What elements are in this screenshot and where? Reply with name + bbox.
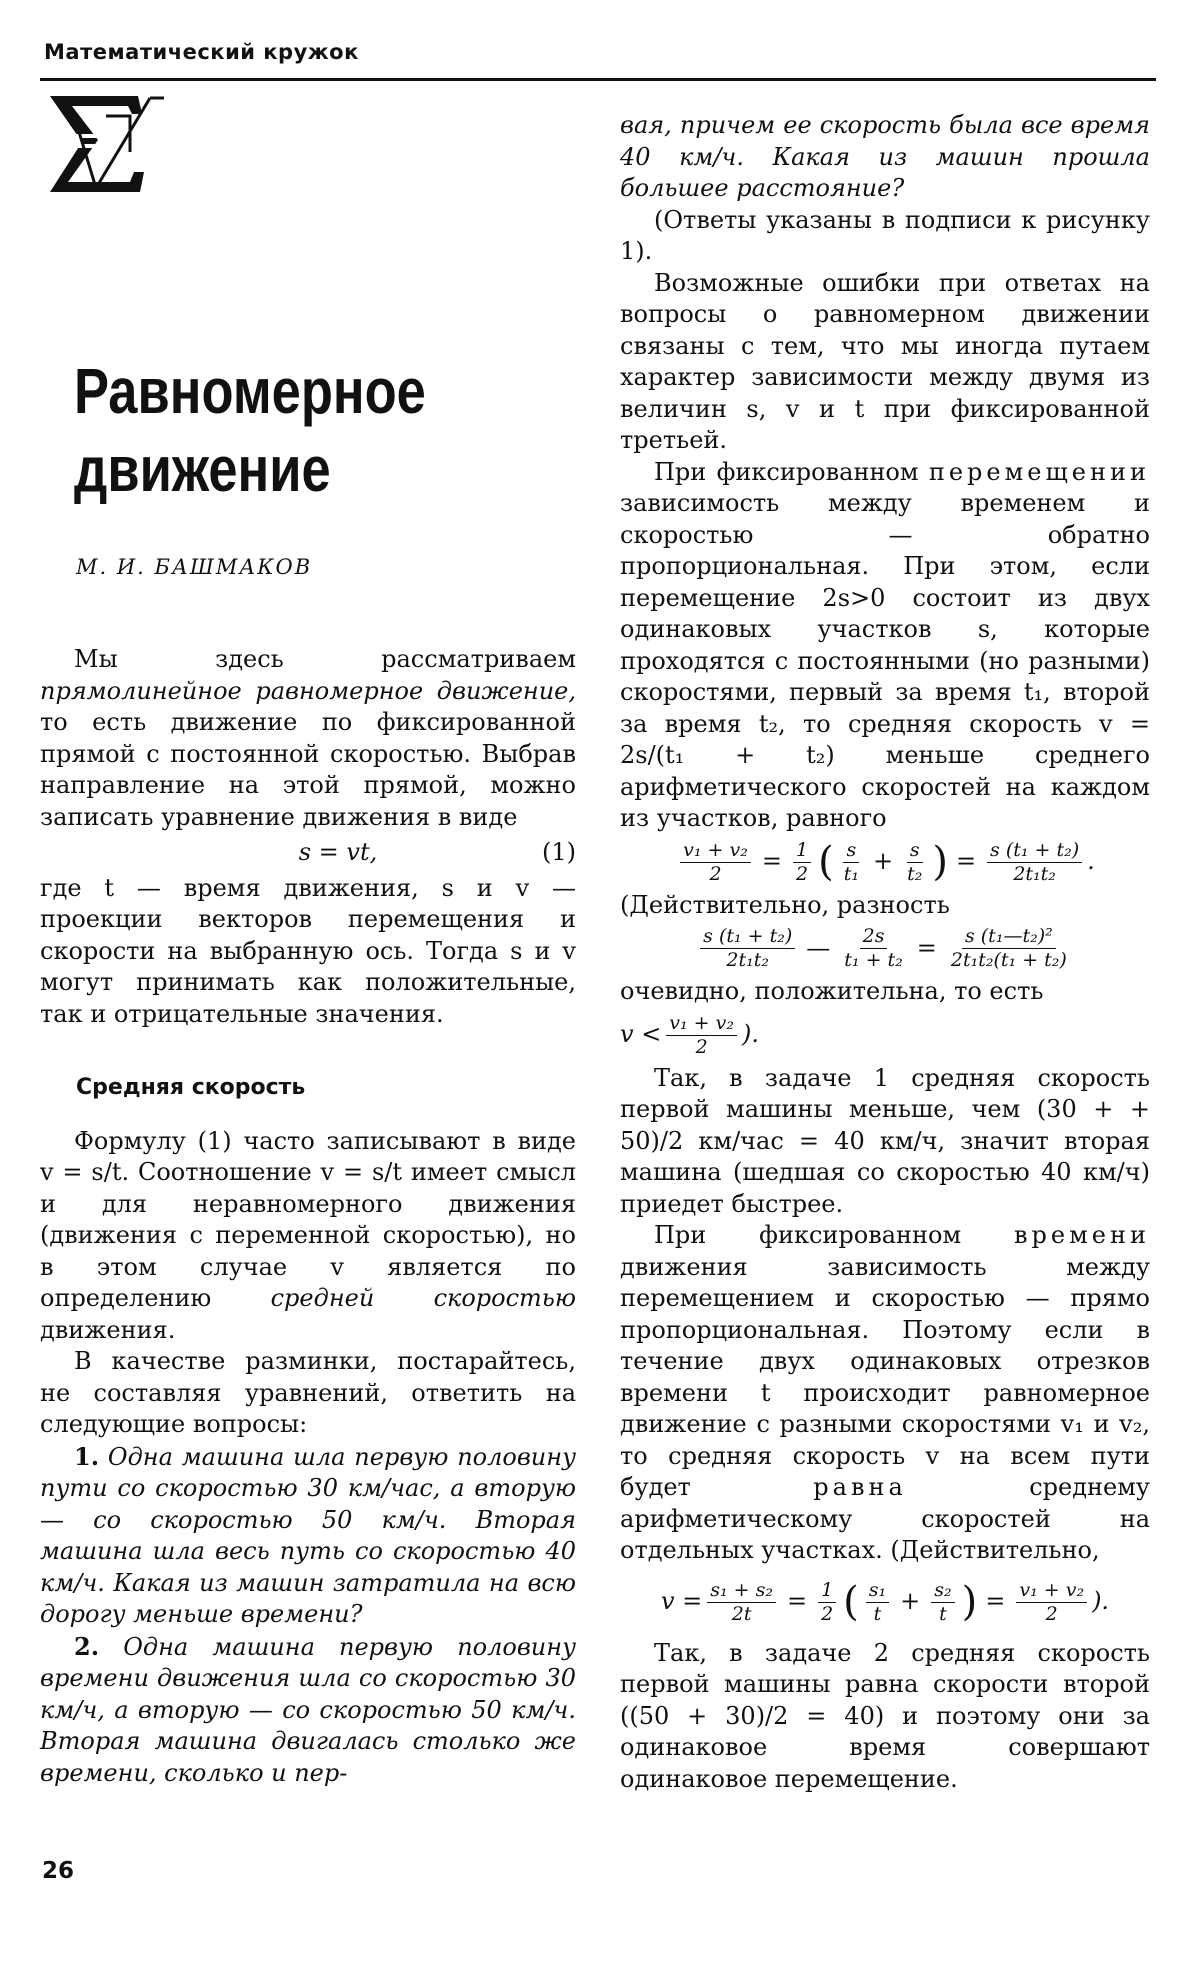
task-1-conclusion: Так, в задаче 1 средняя скорость первой машины меньше, чем (30 + + 50)/2 км/час = 40 км/ч, значит вторая машина (шедшая со скоростью 40 км/ч) приедет быстрее.: [620, 1063, 1150, 1218]
task-2-conclusion: Так, в задаче 2 средняя скорость первой машины равна скорости второй ((50 + 30)/2 = 40) и поэтому они за одинаковое время совершают одинаковое перемещение.: [620, 1638, 1150, 1793]
equation-number: (1): [542, 838, 576, 866]
page-number: 26: [42, 1858, 75, 1884]
difference-intro: (Действительно, разность: [620, 890, 950, 919]
question-1: 1. Одна машина шла первую половину пути со скоростью 30 км/час, а вторую — со скоростью 50 км/ч. Вторая машина шла весь путь со скоростью 40 км/ч. Какая из машин затратила на всю дорогу меньше времени?: [40, 1441, 576, 1628]
title-line-1: Равномерное: [74, 355, 426, 427]
warmup-paragraph: В качестве разминки, постарайтесь, не составляя уравнений, ответить на следующие вопросы:: [40, 1347, 576, 1438]
answers-note: (Ответы указаны в подписи к рисунку 1).: [620, 205, 1150, 265]
positive-statement: очевидно, положительна, то есть: [620, 977, 1044, 1005]
intro-paragraph: Мы здесь рассматриваем прямолинейное равномерное движение, то есть движение по фиксированной прямой с постоянной скоростью. Выбрав направление на этой прямой, можно записать уравнение движения в виде: [40, 645, 576, 831]
equation-3: $\frac{\text{s (t₁ + t₂)}}{\text{2t₁t₂}}$ — $\frac{2s}{\text{t₁ + t₂}}$ = $\frac{\text{s (t₁—t₂)²}}{\text{2t₁t₂(t₁ + t₂)}}$: [620, 925, 1150, 972]
header-rule: [40, 78, 1156, 81]
right-column: [620, 110, 1150, 1795]
sigma-logo-icon: [46, 92, 166, 202]
errors-paragraph: Возможные ошибки при ответах на вопросы о равномерном движении связаны с тем, что мы иногда путаем характер зависимости между двумя из величин s, v и t при фиксированной третьей.: [620, 268, 1150, 454]
equation-4: v < $\frac{\text{v₁ + v₂}}{2}$ ).: [620, 1011, 759, 1058]
left-column: [40, 644, 576, 1789]
fixed-time-paragraph: При фиксированном времени движения зависимость между перемещением и скоростью — прямо пропорциональная. Поэтому если в течение двух одинаковых отрезков времени t происходит равномерное движение с разными скоростями v₁ и v₂, то средняя скорость v на всем пути будет равна среднему арифметическому скоростей на отдельных участках. (Действительно,: [620, 1221, 1150, 1564]
equation-1: s = vt, (1): [100, 837, 576, 869]
fixed-displacement-paragraph: При фиксированном перемещении зависимость между временем и скоростью — обратно пропорциональная. При этом, если перемещение 2s>0 состоит из двух одинаковых участков s, которые проходятся с постоянными (но разными) скоростями, первый за время t₁, второй за время t₂, то средняя скорость v = 2s/(t₁ + t₂) меньше среднего арифметического скоростей на каждом из участков, равного: [620, 457, 1150, 832]
equation-5: v = $\frac{\text{s₁ + s₂}}{2t}$ = $\frac{1}{2}$ ( $\frac{\text{s₁}}{t}$ + $\frac{\text{s₂}}{t}$ ) = $\frac{\text{v₁ + v₂}}{2}$ ).: [660, 1578, 1110, 1625]
question-2: 2. Одна машина первую половину времени движения шла со скоростью 30 км/ч, а вторую — со скоростью 50 км/ч. Вторая машина двигалась столько же времени, сколько и пер-: [40, 1631, 576, 1787]
formula-paragraph: Формулу (1) часто записывают в виде v = s/t. Соотношение v = s/t имеет смысл и для неравномерного движения (движения с переменной скоростью), но в этом случае v является по определению средней скоростью движения.: [40, 1126, 576, 1344]
author-name: М. И. БАШМАКОВ: [76, 555, 313, 579]
title-line-2: движение: [74, 433, 331, 505]
section-title: Средняя скорость: [76, 1075, 306, 1100]
definition-paragraph: где t — время движения, s и v — проекции векторов перемещения и скорости на выбранную ось. Тогда s и v могут принимать как положительные, так и отрицательные значения.: [40, 873, 576, 1028]
equation-2: $\frac{\text{v₁ + v₂}}{2}$ = $\frac{1}{2}$ ( $\frac{s}{\text{t₁}}$ + $\frac{s}{\text{t₂}}$ ) = $\frac{\text{s (t₁ + t₂)}}{\text{2t₁t₂}}$ .: [620, 839, 1150, 886]
section-header: Математический кружок: [44, 40, 359, 64]
article-title: [74, 352, 451, 508]
question-2-continued: вая, причем ее скорость была все время 40 км/ч. Какая из машин прошла большее расстояние?: [620, 111, 1150, 202]
